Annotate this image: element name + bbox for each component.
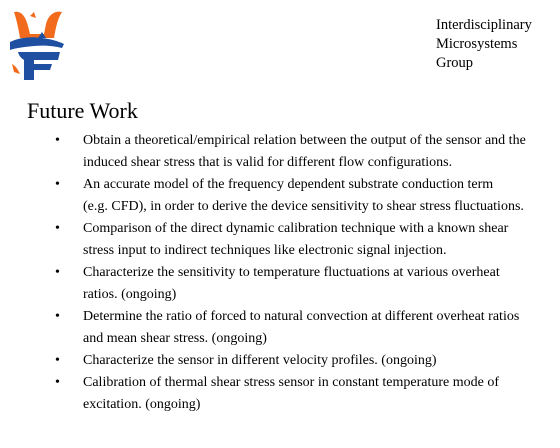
bullet-dot-icon: •	[55, 221, 60, 236]
bullet-1-line-1: Obtain a theoretical/empirical relation between the output of the sensor and the	[83, 133, 526, 148]
bullet-item-7	[0, 372, 560, 416]
bullet-7-line-2: excitation. (ongoing)	[83, 397, 201, 412]
bullet-2-line-1: An accurate model of the frequency dependent substrate conduction term	[83, 177, 494, 192]
group-name	[436, 16, 532, 73]
bullet-dot-icon: •	[55, 177, 60, 192]
bullet-dot-icon: •	[55, 309, 60, 324]
slide-title: Future Work	[27, 98, 138, 123]
uf-gator-logo-icon	[8, 8, 66, 84]
bullet-4-line-1: Characterize the sensitivity to temperature fluctuations at various overheat	[83, 265, 500, 280]
bullet-7-line-1: Calibration of thermal shear stress sensor in constant temperature mode of	[83, 375, 499, 390]
bullet-item-4	[0, 262, 560, 306]
bullet-item-1	[0, 130, 560, 174]
bullet-dot-icon: •	[55, 265, 60, 280]
bullet-item-3	[0, 218, 560, 262]
group-name-line-3: Group	[436, 55, 474, 71]
bullet-2-line-2: (e.g. CFD), in order to derive the device sensitivity to shear stress fluctuations.	[83, 199, 524, 214]
group-name-line-1: Interdisciplinary	[436, 17, 532, 33]
bullet-item-2	[0, 174, 560, 218]
bullet-dot-icon: •	[55, 133, 60, 148]
bullet-4-line-2: ratios. (ongoing)	[83, 287, 177, 302]
bullet-dot-icon: •	[55, 375, 60, 390]
bullet-list	[0, 130, 560, 416]
bullet-5-line-2: and mean shear stress. (ongoing)	[83, 331, 267, 346]
bullet-3-line-2: stress input to indirect techniques like electronic signal injection.	[83, 243, 447, 258]
bullet-item-6	[0, 350, 560, 372]
bullet-3-line-1: Comparison of the direct dynamic calibration technique with a known shear	[83, 221, 509, 236]
group-name-line-2: Microsystems	[436, 36, 518, 52]
bullet-dot-icon: •	[55, 353, 60, 368]
bullet-item-5	[0, 306, 560, 350]
bullet-6-line-1: Characterize the sensor in different velocity profiles. (ongoing)	[83, 353, 437, 368]
bullet-1-line-2: induced shear stress that is valid for different flow configurations.	[83, 155, 453, 170]
bullet-5-line-1: Determine the ratio of forced to natural convection at different overheat ratios	[83, 309, 520, 324]
